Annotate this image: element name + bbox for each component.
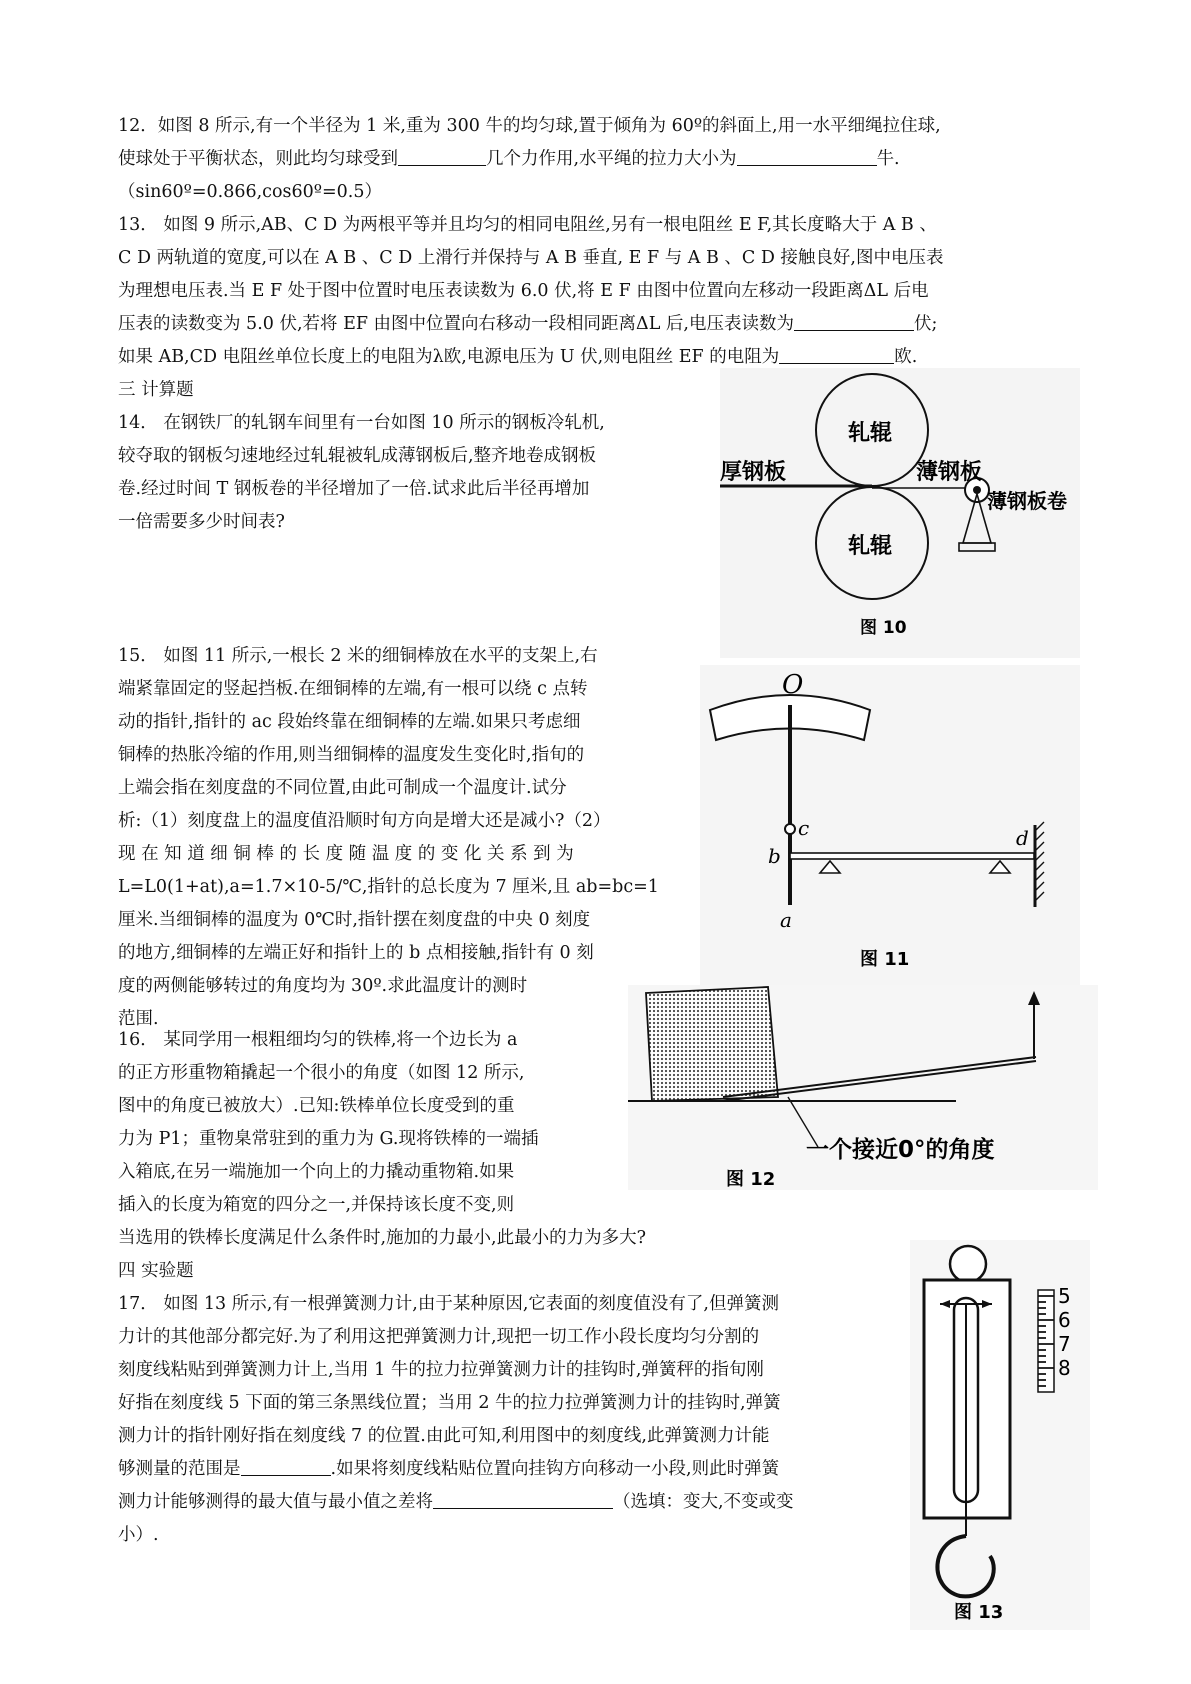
- fig11-label-b: b: [768, 844, 781, 868]
- q13-line: 为理想电压表.当 E F 处于图中位置时电压表读数为 6.0 伏,将 E F 由图中位置向左移动一段距离ΔL 后电: [118, 281, 929, 301]
- fig13-scale-6: 6: [1058, 1308, 1071, 1332]
- fig11-label-a: a: [780, 908, 792, 932]
- q12-line: （sin60º=0.866,cos60º=0.5）: [118, 182, 382, 202]
- q16-line: 的正方形重物箱撬起一个很小的角度（如图 12 所示,: [118, 1063, 525, 1083]
- fig10-roller-bottom: 轧辊: [848, 534, 893, 559]
- figure-13: [910, 1240, 1090, 1630]
- q15-line: 端紧靠固定的竖起挡板.在细铜棒的左端,有一根可以绕 c 点转: [118, 679, 588, 699]
- q17-line: 力计的其他部分都完好.为了利用这把弹簧测力计,现把一切工作小段长度均匀分割的: [118, 1327, 760, 1347]
- q12-line: 使球处于平衡状态，则此均匀球受到 几个力作用,水平绳的拉力大小为 牛.: [118, 143, 944, 176]
- fig10-caption: 图 10: [860, 618, 907, 638]
- q15-line: 铜棒的热胀冷缩的作用,则当细铜棒的温度发生变化时,指旬的: [118, 745, 585, 765]
- answer-blank[interactable]: [433, 1486, 613, 1509]
- answer-blank[interactable]: [241, 1453, 331, 1476]
- q15-line: 析:（1）刻度盘上的温度值沿顺时旬方向是增大还是减小?（2）: [118, 811, 611, 831]
- q17-line: 测力计的指针刚好指在刻度线 7 的位置.由此可知,利用图中的刻度线,此弹簧测力计能: [118, 1426, 770, 1446]
- fig10-coil: 薄钢板卷: [987, 489, 1067, 513]
- figure-11: [700, 665, 1080, 995]
- fig11-label-c: c: [798, 816, 810, 840]
- fig11-label-d: d: [1016, 826, 1029, 850]
- answer-blank[interactable]: [737, 143, 877, 166]
- q15-line: 15． 如图 11 所示,一根长 2 米的细铜棒放在水平的支架上,右: [118, 646, 598, 666]
- q17-line: 刻度线粘贴到弹簧测力计上,当用 1 牛的拉力拉弹簧测力计的挂钩时,弹簧秤的指旬刚: [118, 1360, 764, 1380]
- q14-line: 较夺取的钢板匀速地经过轧辊被轧成薄钢板后,整齐地卷成钢板: [118, 446, 597, 466]
- q17-line: 测力计能够测得的最大值与最小值之差将 （选填：变大,不变或变: [118, 1486, 794, 1519]
- fig11-caption: 图 11: [860, 949, 910, 970]
- q14-line: 14． 在钢铁厂的轧钢车间里有一台如图 10 所示的钢板冷轧机,: [118, 413, 605, 433]
- q14-line: 卷.经过时间 T 钢板卷的半径增加了一倍.试求此后半径再增加: [118, 479, 590, 499]
- q12-line: 12．如图 8 所示,有一个半径为 1 米,重为 300 牛的均匀球,置于倾角为 60º的斜面上,用一水平细绳拉住球,: [118, 116, 941, 136]
- fig10-thick-plate: 厚钢板: [720, 460, 787, 485]
- section-heading: 四 实验题: [118, 1261, 194, 1281]
- q13-line: C D 两轨道的宽度,可以在 A B 、C D 上滑行并保持与 A B 垂直, E F 与 A B 、C D 接触良好,图中电压表: [118, 248, 944, 268]
- fig10-thin-plate: 薄钢板: [916, 460, 983, 485]
- q16-line: 力为 P1；重物臬常驻到的重力为 G.现将铁棒的一端插: [118, 1129, 539, 1149]
- figure-12: [628, 985, 1098, 1190]
- q13-line: 压表的读数变为 5.0 伏,若将 EF 由图中位置向右移动一段相同距离ΔL 后,电压表读数为 伏;: [118, 308, 944, 341]
- q15-line: 的地方,细铜棒的左端正好和指针上的 b 点相接触,指针有 0 刻: [118, 943, 594, 963]
- q13-line: 13． 如图 9 所示,AB、C D 为两根平等并且均匀的相同电阻丝,另有一根电阻丝 E F,其长度略大于 A B 、: [118, 215, 937, 235]
- section-heading: 三 计算题: [118, 380, 194, 400]
- q15-line: 范围.: [118, 1009, 159, 1029]
- q16-line: 图中的角度已被放大）.已知:铁棒单位长度受到的重: [118, 1096, 515, 1116]
- q16-line: 入箱底,在另一端施加一个向上的力撬动重物箱.如果: [118, 1162, 515, 1182]
- figure-10: [720, 368, 1080, 658]
- fig13-scale-5: 5: [1058, 1284, 1071, 1308]
- answer-blank[interactable]: [794, 308, 914, 331]
- q17-line: 够测量的范围是 .如果将刻度线粘贴位置向挂钩方向移动一小段,则此时弹簧: [118, 1453, 794, 1486]
- q16-line: 当选用的铁棒长度满足什么条件时,施加的力最小,此最小的力为多大?: [118, 1228, 647, 1248]
- q15-line: 动的指针,指针的 ac 段始终靠在细铜棒的左端.如果只考虑细: [118, 712, 581, 732]
- answer-blank[interactable]: [398, 143, 486, 166]
- q17-line: 小）.: [118, 1525, 159, 1545]
- q16-line: 16． 某同学用一根粗细均匀的铁棒,将一个边长为 a: [118, 1030, 518, 1050]
- q15-line: 现 在 知 道 细 铜 棒 的 长 度 随 温 度 的 变 化 关 系 到 为: [118, 844, 574, 864]
- fig13-caption: 图 13: [954, 1602, 1004, 1623]
- q13-line: 如果 AB,CD 电阻丝单位长度上的电阻为λ欧,电源电压为 U 伏,则电阻丝 EF 的电阻为 欧.: [118, 341, 944, 374]
- fig12-angle-label: 一个接近0°的角度: [806, 1137, 995, 1163]
- q16-line: 插入的长度为箱宽的四分之一,并保持该长度不变,则: [118, 1195, 515, 1215]
- fig13-scale-7: 7: [1058, 1332, 1071, 1356]
- q15-line: L=L0(1+at),a=1.7×10-5/℃,指针的总长度为 7 厘米,且 ab=bc=1: [118, 877, 659, 897]
- question-15: [118, 640, 659, 1036]
- q15-line: 度的两侧能够转过的角度均为 30º.求此温度计的测时: [118, 976, 528, 996]
- answer-blank[interactable]: [779, 341, 894, 364]
- q17-line: 好指在刻度线 5 下面的第三条黑线位置；当用 2 牛的拉力拉弹簧测力计的挂钩时,弹簧: [118, 1393, 781, 1413]
- fig13-scale-8: 8: [1058, 1356, 1071, 1380]
- q14-line: 一倍需要多少时间表?: [118, 512, 285, 532]
- q17-line: 17． 如图 13 所示,有一根弹簧测力计,由于某种原因,它表面的刻度值没有了,但弹簧测: [118, 1294, 779, 1314]
- fig12-caption: 图 12: [726, 1169, 776, 1190]
- q15-line: 厘米.当细铜棒的温度为 0℃时,指针摆在刻度盘的中央 0 刻度: [118, 910, 591, 930]
- fig10-roller-top: 轧辊: [848, 421, 893, 446]
- fig11-label-O: O: [782, 670, 804, 700]
- q15-line: 上端会指在刻度盘的不同位置,由此可制成一个温度计.试分: [118, 778, 567, 798]
